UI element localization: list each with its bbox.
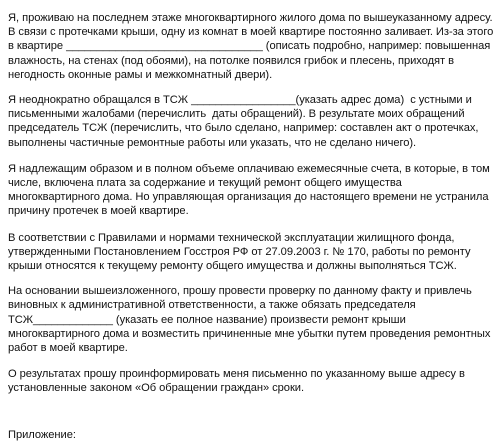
paragraph-request: На основании вышеизложенного, прошу провести проверку по данному факту и привлечь виновных к административной ответственности, а также обязать председателя ТСЖ_____________ (указать ее полное название) произвести ремонт крыши многоквартирного дома и возместить причиненные мне убытки путем проведения ремонтных работ в моей квартире. xyxy=(8,285,494,355)
paragraph-payments: Я надлежащим образом и в полном объеме оплачиваю ежемесячные счета, в которые, в том числе, включена плата за содержание и текущий ремонт общего имущества многоквартирного дома. Но управляющая организация до настоящего времени не устранила причину протечек в моей квартире. xyxy=(8,162,493,218)
paragraph-hoa-appeals: Я неоднократно обращался в ТСЖ _________________(указать адрес дома) с устными и письменными жалобами (перечислить даты обращений). В результате моих обращений председатель ТСЖ (перечислить, что было сделано, например: составлен акт о протечках, выполнены частичные ремонтные работы или указать, что не сделано ничего). xyxy=(8,94,482,149)
paragraph-regulations: В соответствии с Правилами и нормами технической эксплуатации жилищного фонда, утвержденными Постановлением Госстроя РФ от 27.09.2003 г. № 170, работы по ремонту крыши относятся к текущему ремонту общего имущества и должны выполняться ТСЖ. xyxy=(8,231,474,273)
complaint-letter-body xyxy=(8,11,499,442)
paragraph-notification: О результатах прошу проинформировать меня письменно по указанному выше адресу в установленные законом «Об обращении граждан» сроки. xyxy=(8,368,468,395)
paragraph-roof-leak: Я, проживаю на последнем этаже многоквартирного жилого дома по вышеуказанному адресу. В связи с протечками крыши, одну из комнат в моей квартире постоянно заливает. Из-за этого в квартире ________________________________ (описать подробно, например: повышенная влажность, на стенах (под обоями), на потолке появился грибок и плесень, приходят в негодность оконные рамы и межкомнатный двери). xyxy=(8,12,499,81)
appendix-heading: Приложение: xyxy=(8,428,76,441)
